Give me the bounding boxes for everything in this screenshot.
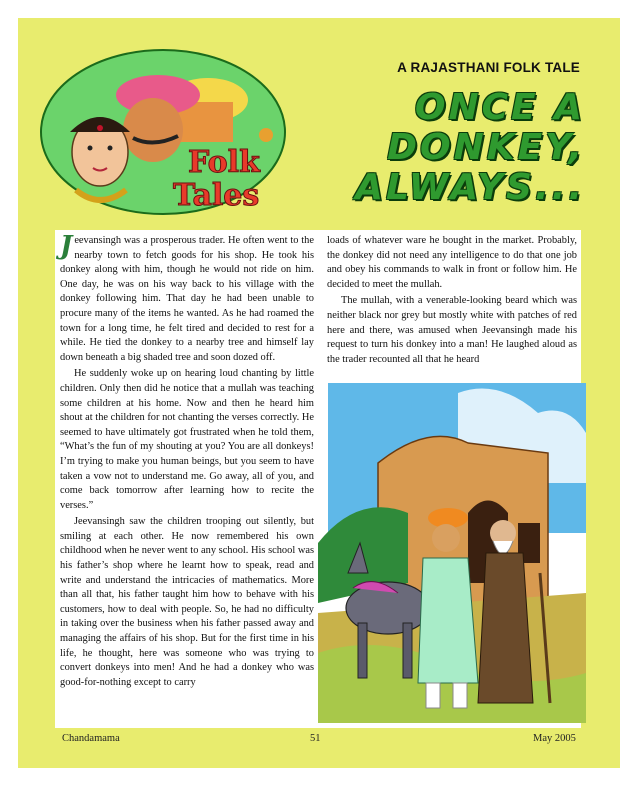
story-paragraph: loads of whatever ware he bought in the market. Probably, the donkey did not need any intelligence to do that one job and obey his commands to walk in front or follow him. He decided to meet the mullah. [327, 235, 577, 290]
footer-page-number: 51 [310, 733, 321, 744]
mullah-robe [478, 553, 533, 703]
logo-tales-text: Tales [173, 178, 260, 213]
story-paragraph: He suddenly woke up on hearing loud chanting by little children. Only then did he notice that a mullah was teaching some children at his home. Now and then he heard him shout at the children for not chanting the verses correctly. He seemed to have ultimately got frustrated when he told them, “What’s the fun of my shouting at you? You are all donkeys! I’m trying to make you human beings, but you seem to have taken a vow not to understand me. Go away, all of you, and come back tomorrow after learning how to recite the verses.” [60, 368, 314, 511]
trader-kurta [418, 558, 478, 683]
rooster-icon [259, 128, 273, 142]
footer-magazine: Chandamama [62, 733, 120, 744]
title-line-3: ALWAYS... [355, 167, 585, 208]
title-line-2: DONKEY, [387, 127, 585, 168]
story-column-right [327, 234, 577, 369]
story-column-left [60, 231, 314, 692]
section-kicker: A RAJASTHANI FOLK TALE [397, 60, 580, 75]
footer-date: May 2005 [533, 733, 576, 744]
story-paragraph: Jeevansingh was a prosperous trader. He often went to the nearby town to fetch goods for his shop. He took his donkey along with him, though he would not ride on him. One day, he was on his way back to his village with the donkey following him. That day he had been unable to procure many of the items he wanted. As he had roamed the town for a long time, he felt tired and decided to rest for a while. He tied the donkey to a nearby tree and himself lay down beneath a big shaded tree and soon dozed off. [60, 231, 314, 363]
story-illustration [318, 383, 586, 723]
story-paragraph: Jeevansingh saw the children trooping out silently, but smiling at each other. He now remembered his own childhood when he never went to any school. His school was his father’s shop where he learnt how to speak, read and write and understand the intricacies of mathematics. More than all that, his father taught him how to behave with his customers, how to deal with people. So, he had no difficulty in taking over the business when his father passed away and managing the affairs of his shop. But for the first time in his life, he thought, here was someone who was trying to convert donkeys into men! And he had a donkey who was good-for-nothing except to carry [60, 516, 314, 688]
title-line-1: ONCE A [414, 87, 585, 128]
story-paragraph: The mullah, with a venerable-looking beard which was neither black nor grey but mostly white with patches of red here and there, was amused when Jeevansingh made his request to turn his donkey into a man! He laughed aloud as the trader recounted all that he heard [327, 295, 577, 365]
man-face [123, 98, 183, 162]
bindi [97, 125, 103, 131]
trader-face [432, 524, 460, 552]
folk-tales-logo [38, 40, 288, 220]
story-title [300, 88, 585, 208]
logo-folk-text: Folk [188, 145, 260, 180]
drop-cap: J [60, 231, 73, 261]
